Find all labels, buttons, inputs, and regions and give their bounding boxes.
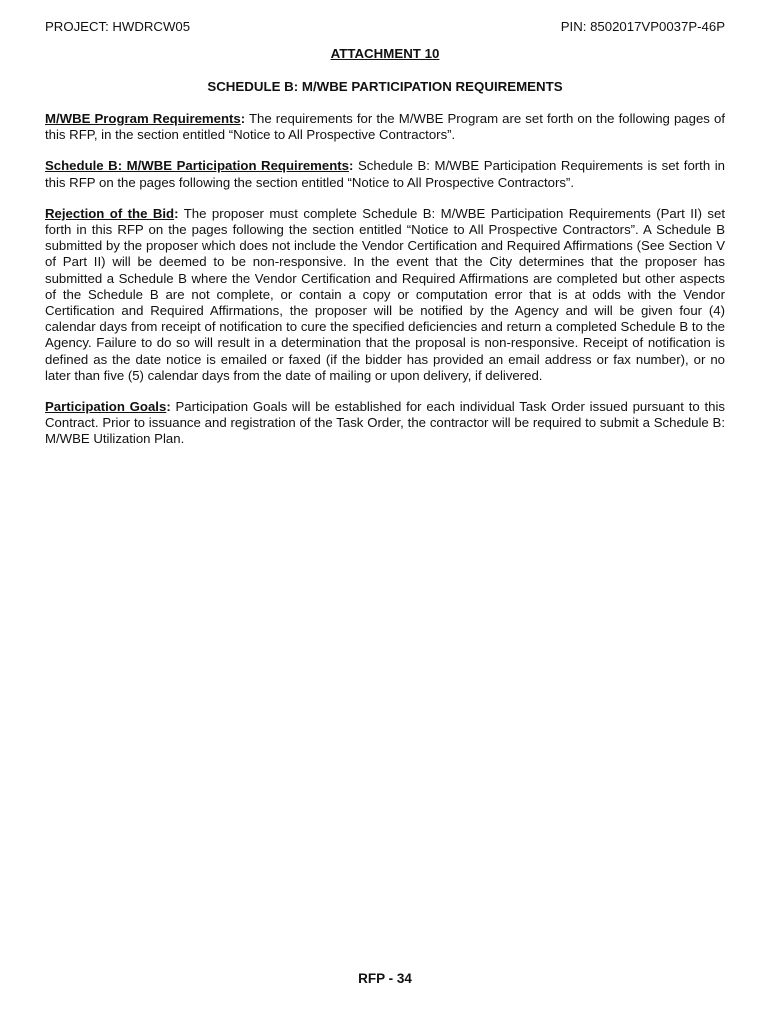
pin-label: PIN: 8502017VP0037P-46P — [560, 19, 725, 34]
paragraph-text: The requirements for the M/WBE Program are set forth on the following pages of this RFP, in the section entitled “Notice to All Prospective Contractors”. — [45, 111, 725, 143]
paragraph-participation-goals — [45, 399, 725, 448]
document-body — [45, 111, 725, 463]
paragraph-text: The proposer must complete Schedule B: M/WBE Participation Requirements (Part II) set forth in this RFP on the pages following the section entitled “Notice to All Prospective Contractors”. A Schedule B submitted by the proposer which does not include the Vendor Certification and Required Affirmations (See Section V of Part II) will be deemed to be non-responsive. In the event that the City determines that the proposer has submitted a Schedule B where the Vendor Certification and Required Affirmations are completed but other aspects of the Schedule B are not complete, or contain a copy or computation error that is at odds with the Vendor Certification and Required Affirmations, the proposer will be notified by the Agency and will be given four (4) calendar days from receipt of notification to cure the specified deficiencies and return a completed Schedule B to the Agency. Failure to do so will result in a determination that the proposal is non-responsive. Receipt of notification is defined as the date notice is emailed or faxed (if the bidder has provided an email address or fax number), or no later than five (5) calendar days from the date of mailing or upon delivery, if delivered. — [45, 205, 725, 383]
title-block — [45, 45, 725, 96]
heading-colon: : — [240, 111, 246, 126]
paragraph-schedule-b — [45, 158, 725, 190]
heading-colon: : — [349, 158, 354, 174]
paragraph-rejection-of-bid — [45, 206, 725, 384]
paragraph-program-requirements — [45, 111, 725, 143]
page-header — [45, 18, 725, 36]
project-label: PROJECT: HWDRCW05 — [45, 19, 191, 34]
paragraph-heading: Participation Goals — [45, 399, 167, 415]
heading-colon: : — [174, 205, 179, 221]
paragraph-text: Participation Goals will be established for each individual Task Order issued pursuant to this Contract. Prior to issuance and registration of the Task Order, the contractor will be required to submit a Schedule B: M/WBE Utilization Plan. — [45, 399, 725, 447]
attachment-title: ATTACHMENT 10 — [330, 46, 440, 61]
paragraph-heading: Schedule B: M/WBE Participation Requirements — [45, 158, 349, 174]
paragraph-heading: Rejection of the Bid — [45, 205, 175, 221]
paragraph-heading: M/WBE Program Requirements — [45, 111, 241, 126]
page-footer — [0, 970, 770, 988]
paragraph-text: Schedule B: M/WBE Participation Requirements is set forth in this RFP on the pages following the section entitled “Notice to All Prospective Contractors”. — [45, 158, 725, 190]
heading-colon: : — [166, 399, 171, 415]
page-number: RFP - 34 — [358, 971, 412, 986]
schedule-title: SCHEDULE B: M/WBE PARTICIPATION REQUIREMENTS — [207, 79, 563, 94]
